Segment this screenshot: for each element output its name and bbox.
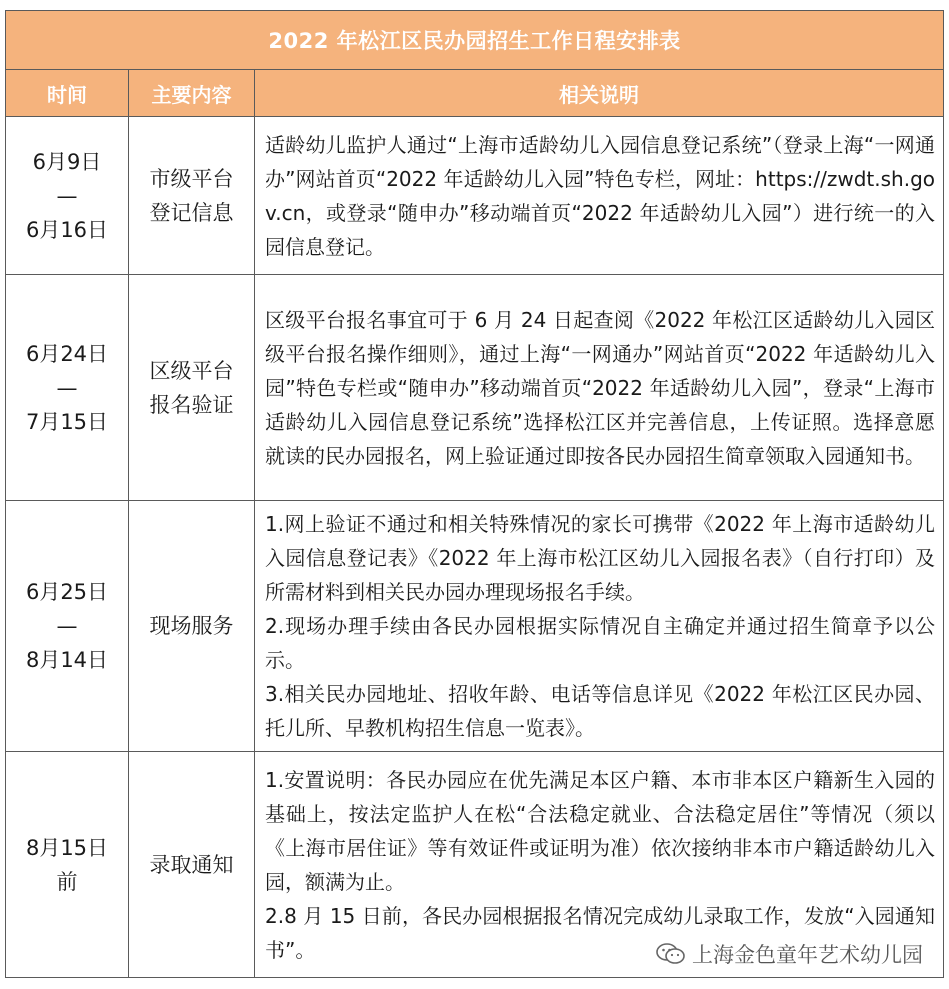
- content-cell: [129, 275, 255, 501]
- time-cell: [6, 752, 129, 978]
- content-cell: [129, 117, 255, 275]
- watermark: [656, 939, 923, 969]
- desc-paragraph: 2.8 月 15 日前，各民办园根据报名情况完成幼儿录取工作，发放“入园通知书”。: [265, 903, 936, 962]
- desc-paragraph: 3.相关民办园地址、招收年龄、电话等信息详见《2022 年松江区民办园、托儿所、早教机构招生信息一览表》。: [265, 682, 936, 740]
- content-cell: [129, 501, 255, 752]
- watermark-text: 上海金色童年艺术幼儿园: [692, 943, 923, 967]
- desc-cell: [255, 501, 944, 752]
- content-line: 登记信息: [149, 200, 234, 225]
- time-dash: —: [56, 183, 78, 208]
- content-line: 录取通知: [149, 852, 234, 877]
- time-cell: [6, 275, 129, 501]
- desc-paragraph: 1.安置说明：各民办园应在优先满足本区户籍、本市非本区户籍新生入园的基础上，按法定监护人在松“合法稳定就业、合法稳定居住”等情况（须以《上海市居住证》等有效证件或证明为准）依次接纳非本市户籍适龄幼儿入园，额满为止。: [265, 767, 936, 894]
- time-dash: —: [56, 614, 78, 638]
- desc-cell: [255, 117, 944, 275]
- table-row: [6, 275, 944, 501]
- header-desc: 相关说明: [255, 70, 944, 117]
- header-time: 时间: [6, 70, 129, 117]
- content-line: 市级平台: [149, 166, 234, 191]
- time-end: 7月15日: [25, 409, 109, 434]
- schedule-table: [5, 10, 944, 978]
- header-content: 主要内容: [129, 70, 255, 117]
- table-title: 2022 年松江区民办园招生工作日程安排表: [6, 11, 944, 70]
- table-row: [6, 117, 944, 275]
- desc-paragraph: 2.现场办理手续由各民办园根据实际情况自主确定并通过招生简章予以公示。: [265, 614, 936, 672]
- content-line: 报名验证: [149, 392, 234, 417]
- time-dash: —: [56, 375, 78, 400]
- table-row: [6, 501, 944, 752]
- content-line: 现场服务: [149, 614, 234, 638]
- wechat-icon: [656, 942, 686, 966]
- content-line: 区级平台: [149, 358, 234, 383]
- desc-paragraph: 1.网上验证不通过和相关特殊情况的家长可携带《2022 年上海市适龄幼儿入园信息登记表》《2022 年上海市松江区幼儿入园报名表》（自行打印）及所需材料到相关民办园办理现场报名手续。: [265, 512, 936, 604]
- time-start: 6月25日: [25, 580, 109, 604]
- time-cell: [6, 501, 129, 752]
- time-end: 6月16日: [25, 217, 109, 242]
- time-start: 6月24日: [25, 341, 109, 366]
- desc-cell: [255, 275, 944, 501]
- time-start: 6月9日: [32, 149, 102, 174]
- time-end: 8月14日: [25, 648, 109, 672]
- time-start: 8月15日: [25, 835, 109, 860]
- desc-paragraph: 适龄幼儿监护人通过“上海市适龄幼儿入园信息登记系统”（登录上海“一网通办”网站首页“2022 年适龄幼儿入园”特色专栏，网址：https://zwdt.sh.gov.cn，或登录“随申办”移动端首页“2022 年适龄幼儿入园”）进行统一的入园信息登记。: [265, 132, 936, 259]
- time-end: 前: [56, 869, 78, 894]
- title-row: [6, 11, 944, 70]
- header-row: [6, 70, 944, 117]
- desc-paragraph: 区级平台报名事宜可于 6 月 24 日起查阅《2022 年松江区适龄幼儿入园区级平台报名操作细则》，通过上海“一网通办”网站首页“2022 年适龄幼儿入园”特色专栏或“随申办”移动端首页“2022 年适龄幼儿入园”，登录“上海市适龄幼儿入园信息登记系统”选择松江区并完善信息，上传证照。选择意愿就读的民办园报名，网上验证通过即按各民办园招生简章领取入园通知书。: [265, 307, 936, 468]
- time-cell: [6, 117, 129, 275]
- content-cell: [129, 752, 255, 978]
